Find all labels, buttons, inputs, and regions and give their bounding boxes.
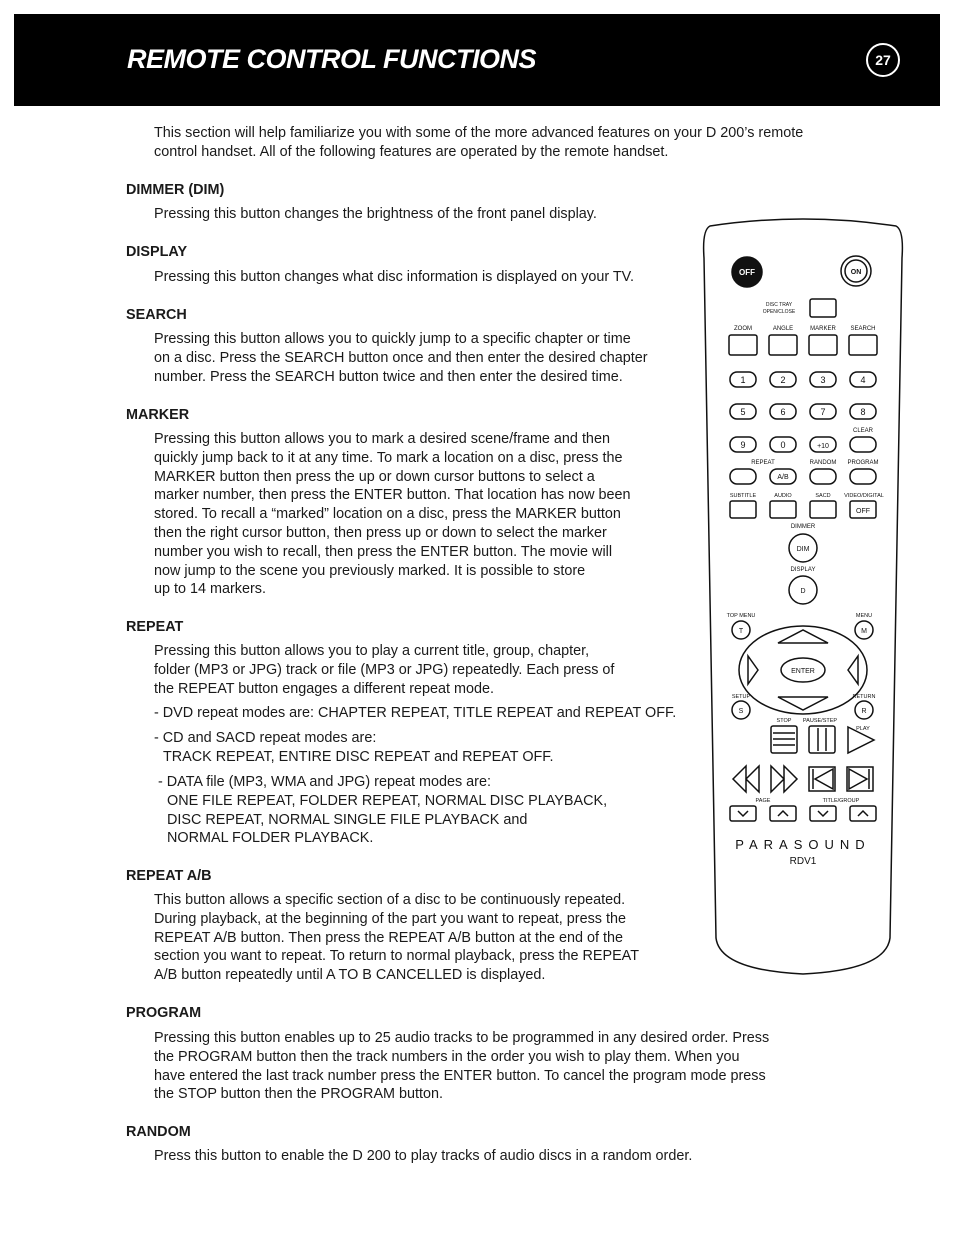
- enter-label: ENTER: [791, 668, 815, 675]
- marker-label: MARKER: [810, 326, 836, 332]
- text-marker: [154, 430, 631, 599]
- repeat-button: [730, 469, 756, 484]
- ab-label: A/B: [777, 474, 789, 481]
- remote-control-illustration: [700, 218, 906, 980]
- text-line: then the right cursor button, then press up or down to select the marker: [154, 524, 607, 541]
- zoom-label: ZOOM: [734, 326, 752, 332]
- up-arrow-icon: [778, 630, 828, 643]
- heading-dimmer: DIMMER (DIM): [126, 182, 225, 198]
- right-arrow-icon: [848, 656, 858, 684]
- video-off-label: OFF: [856, 508, 870, 515]
- text-line: number. Press the SEARCH button twice and then enter the desired time.: [154, 368, 623, 385]
- text-line: quickly jump back to it at any time. To mark a location on a disc, press the: [154, 449, 623, 466]
- text-line: now jump to the scene you previously marked. It is possible to store: [154, 562, 586, 579]
- text-line: - DATA file (MP3, WMA and JPG) repeat modes are:: [158, 774, 491, 790]
- dim-label: DIM: [796, 546, 810, 553]
- play-label: PLAY: [856, 726, 870, 732]
- heading-random: RANDOM: [126, 1124, 191, 1140]
- text-line: marker number, then press the ENTER button. That location has now been: [154, 487, 631, 504]
- text-dimmer: Pressing this button changes the brightness of the front panel display.: [154, 206, 597, 222]
- return-label: RETURN: [852, 694, 876, 700]
- subtitle-button: [730, 501, 756, 518]
- heading-search: SEARCH: [126, 307, 187, 323]
- page-down-button: [730, 806, 756, 821]
- text-search: [154, 330, 648, 386]
- program-button: [850, 469, 876, 484]
- page-number-badge: 27: [866, 43, 900, 77]
- setup-s-label: S: [738, 708, 744, 715]
- video-digital-label: VIDEO/DIGITAL: [844, 493, 884, 499]
- disc-tray-label-2: OPEN/CLOSE: [762, 309, 796, 315]
- left-arrow-icon: [748, 656, 758, 684]
- text-line: This button allows a specific section of a disc to be continuously repeated.: [154, 892, 626, 908]
- search-button: [849, 335, 877, 355]
- text-line: TRACK REPEAT, ENTIRE DISC REPEAT and REPEAT OFF.: [163, 748, 554, 765]
- page-label: PAGE: [755, 798, 771, 804]
- repeat-label: REPEAT: [751, 460, 775, 466]
- text-line: During playback, at the beginning of the part you want to repeat, press the: [154, 910, 626, 927]
- text-line: the STOP button then the PROGRAM button.: [154, 1086, 444, 1103]
- text-line: A/B button repeatedly until A TO B CANCELLED is displayed.: [154, 967, 546, 984]
- program-label: PROGRAM: [847, 460, 879, 466]
- pause-step-button: [809, 726, 835, 753]
- text-line: NORMAL FOLDER PLAYBACK.: [167, 830, 374, 847]
- text-line: REPEAT A/B button. Then press the REPEAT A/B button at the end of the: [154, 929, 624, 946]
- heading-program: PROGRAM: [126, 1005, 202, 1021]
- num-6-label: 6: [780, 407, 786, 417]
- skip-forward-icon: [849, 769, 869, 789]
- search-label: SEARCH: [850, 326, 876, 332]
- plus10-label: +10: [817, 443, 829, 450]
- num-4-label: 4: [860, 375, 866, 385]
- audio-button: [770, 501, 796, 518]
- text-line: Pressing this button allows you to play a current title, group, chapter,: [154, 643, 590, 659]
- disc-tray-button: [810, 299, 836, 317]
- chevron-up-icon: [778, 811, 788, 816]
- page-up-button: [770, 806, 796, 821]
- off-label: OFF: [739, 268, 755, 277]
- fast-forward-icon: [771, 766, 797, 792]
- audio-label: AUDIO: [774, 493, 792, 499]
- title-group-up-button: [850, 806, 876, 821]
- clear-button: [850, 437, 876, 452]
- clear-label: CLEAR: [852, 428, 874, 434]
- setup-label: SETUP: [731, 694, 751, 700]
- pause-step-label: PAUSE/STEP: [802, 718, 838, 724]
- text-random: Press this button to enable the D 200 to play tracks of audio discs in a random order.: [154, 1148, 693, 1164]
- text-repeat-data: [158, 773, 607, 848]
- dimmer-label: DIMMER: [790, 524, 816, 530]
- text-line: folder (MP3 or JPG) track or file (MP3 or JPG) repeatedly. Each press of: [154, 661, 615, 678]
- number-pad: [730, 372, 876, 452]
- text-line: MARKER button then press the up or down cursor buttons to select a: [154, 468, 595, 485]
- num-5-label: 5: [740, 407, 746, 417]
- num-0-label: 0: [780, 440, 786, 450]
- text-line: number you wish to recall, then press the ENTER button. The movie will: [154, 543, 613, 560]
- page-header: [14, 14, 940, 106]
- chevron-up-icon: [858, 811, 868, 816]
- num-9-label: 9: [740, 440, 746, 450]
- text-repeat-ab: [154, 891, 639, 985]
- model-label: RDV1: [789, 856, 817, 867]
- heading-repeat: REPEAT: [126, 619, 184, 635]
- chevron-down-icon: [818, 811, 828, 816]
- title-group-label: TITLE/GROUP: [822, 798, 860, 804]
- zoom-button: [729, 335, 757, 355]
- on-label: ON: [850, 269, 862, 276]
- num-1-label: 1: [740, 375, 746, 385]
- text-display: Pressing this button changes what disc information is displayed on your TV.: [154, 269, 634, 285]
- text-line: stored. To recall a “marked” location on a disc, press the MARKER button: [154, 506, 621, 523]
- rewind-icon: [733, 766, 759, 792]
- text-repeat-dvd: - DVD repeat modes are: CHAPTER REPEAT, TITLE REPEAT and REPEAT OFF.: [154, 705, 677, 721]
- text-line: - CD and SACD repeat modes are:: [154, 730, 377, 746]
- text-program: [154, 1029, 769, 1104]
- sacd-button: [810, 501, 836, 518]
- heading-display: DISPLAY: [126, 244, 188, 260]
- title-group-down-button: [810, 806, 836, 821]
- intro-paragraph: This section will help familiarize you with some of the more advanced features on your D 200’s remote control handset. All of the following features are operated by the remote handset.: [154, 125, 804, 160]
- brand-logo: PARASOUND: [735, 837, 871, 852]
- random-button: [810, 469, 836, 484]
- angle-label: ANGLE: [772, 326, 794, 332]
- num-3-label: 3: [820, 375, 826, 385]
- num-8-label: 8: [860, 407, 866, 417]
- disc-tray-label: DISC TRAY: [765, 302, 793, 308]
- top-menu-t-label: T: [738, 628, 744, 635]
- text-line: section you want to repeat. To return to normal playback, press the REPEAT: [154, 948, 639, 965]
- num-7-label: 7: [820, 407, 826, 417]
- heading-marker: MARKER: [126, 407, 190, 423]
- text-line: on a disc. Press the SEARCH button once and then enter the desired chapter: [154, 349, 648, 366]
- text-line: Pressing this button enables up to 25 audio tracks to be programmed in any desired order. Press: [154, 1030, 770, 1046]
- text-line: up to 14 markers.: [154, 581, 266, 598]
- down-arrow-icon: [778, 697, 828, 710]
- skip-back-icon: [813, 769, 833, 789]
- chevron-down-icon: [738, 811, 748, 816]
- text-line: the PROGRAM button then the track numbers in the order you wish to play them. When you: [154, 1048, 740, 1065]
- menu-m-label: M: [861, 628, 867, 635]
- num-2-label: 2: [780, 375, 786, 385]
- subtitle-label: SUBTITLE: [729, 493, 757, 499]
- stop-label: STOP: [776, 718, 792, 724]
- text-line: have entered the last track number press the ENTER button. To cancel the program mode press: [154, 1067, 766, 1084]
- top-menu-label: TOP MENU: [726, 613, 756, 619]
- display-label: DISPLAY: [790, 567, 816, 573]
- menu-label: MENU: [855, 613, 873, 619]
- marker-button: [809, 335, 837, 355]
- return-r-label: R: [861, 708, 867, 715]
- display-d-label: D: [800, 588, 806, 595]
- angle-button: [769, 335, 797, 355]
- page-title: REMOTE CONTROL FUNCTIONS: [127, 44, 536, 74]
- text-line: the REPEAT button engages a different repeat mode.: [154, 680, 495, 697]
- text-line: DISC REPEAT, NORMAL SINGLE FILE PLAYBACK and: [167, 811, 528, 828]
- text-line: ONE FILE REPEAT, FOLDER REPEAT, NORMAL DISC PLAYBACK,: [167, 792, 608, 809]
- text-line: Pressing this button allows you to mark a desired scene/frame and then: [154, 431, 610, 447]
- text-repeat-cd: [154, 729, 554, 767]
- random-label: RANDOM: [809, 460, 837, 466]
- sacd-label: SACD: [815, 493, 831, 499]
- text-repeat: [154, 642, 614, 698]
- text-line: Pressing this button allows you to quickly jump to a specific chapter or time: [154, 331, 631, 347]
- heading-repeat-ab: REPEAT A/B: [126, 868, 212, 884]
